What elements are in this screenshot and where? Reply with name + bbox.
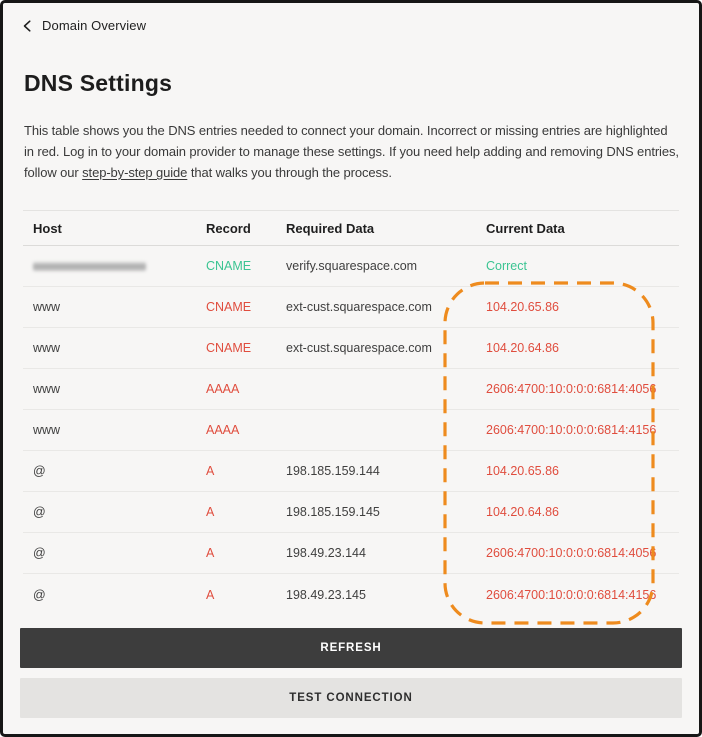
record-cell: CNAME <box>206 259 252 273</box>
record-cell: A <box>206 464 215 478</box>
required-data-cell: 198.49.23.145 <box>286 587 366 602</box>
table-row <box>23 369 679 410</box>
record-cell: CNAME <box>206 300 252 314</box>
step-by-step-guide-link[interactable]: step-by-step guide <box>82 165 188 180</box>
dns-records-table <box>23 210 679 615</box>
required-data-cell: 198.185.159.145 <box>286 505 380 519</box>
required-data-cell: ext-cust.squarespace.com <box>286 341 432 355</box>
host-cell: www <box>33 382 61 396</box>
current-data-cell: 2606:4700:10:0:0:0:6814:4156 <box>486 423 657 437</box>
required-data-cell: ext-cust.squarespace.com <box>286 300 432 314</box>
host-cell: @ <box>33 587 46 602</box>
host-cell: @ <box>33 546 46 560</box>
current-data-cell: 104.20.65.86 <box>486 464 559 478</box>
record-cell: AAAA <box>206 423 240 437</box>
current-data-cell: 104.20.64.86 <box>486 505 559 519</box>
table-row <box>23 574 679 615</box>
column-header-current-data: Current Data <box>486 220 565 236</box>
host-cell: www <box>33 300 61 314</box>
current-data-cell: Correct <box>486 259 527 273</box>
table-row <box>23 451 679 492</box>
column-header-record: Record <box>206 220 251 236</box>
current-data-cell: 2606:4700:10:0:0:0:6814:4056 <box>486 382 657 396</box>
host-cell: www <box>33 341 61 355</box>
table-row <box>23 287 679 328</box>
column-header-host: Host <box>33 220 62 236</box>
table-row <box>23 410 679 451</box>
record-cell: A <box>206 546 215 560</box>
back-label: Domain Overview <box>42 18 147 33</box>
chevron-left-icon <box>21 19 35 33</box>
test-connection-button[interactable]: TEST CONNECTION <box>20 678 682 718</box>
table-row <box>23 328 679 369</box>
current-data-cell: 104.20.64.86 <box>486 341 559 355</box>
table-header-row <box>23 210 679 246</box>
required-data-cell: verify.squarespace.com <box>286 259 418 273</box>
host-cell <box>33 262 206 271</box>
current-data-cell: 2606:4700:10:0:0:0:6814:4156 <box>486 587 657 602</box>
record-cell: A <box>206 587 215 602</box>
intro-text-before-link: This table shows you the DNS entries needed to connect your domain. Incorrect or missing entries are highlighted in red. Log in to your domain provider to manage these settings. If you need help adding and removing DNS entries, follow our <box>24 123 679 180</box>
record-cell: CNAME <box>206 341 252 355</box>
required-data-cell: 198.185.159.144 <box>286 464 380 478</box>
back-to-domain-overview-button[interactable] <box>21 18 146 33</box>
host-cell: www <box>33 423 61 437</box>
current-data-cell: 104.20.65.86 <box>486 300 559 314</box>
record-cell: A <box>206 505 215 519</box>
record-cell: AAAA <box>206 382 240 396</box>
host-cell: @ <box>33 505 46 519</box>
redacted-host-value <box>33 262 146 271</box>
current-data-cell: 2606:4700:10:0:0:0:6814:4056 <box>486 546 657 560</box>
intro-text-after-link: that walks you through the process. <box>187 165 392 180</box>
page-title: DNS Settings <box>24 70 173 96</box>
column-header-required-data: Required Data <box>286 220 375 236</box>
refresh-button[interactable]: REFRESH <box>20 628 682 668</box>
required-data-cell: 198.49.23.144 <box>286 546 366 560</box>
table-row <box>23 492 679 533</box>
top-bar <box>3 3 699 33</box>
intro-text <box>24 120 679 183</box>
host-cell: @ <box>33 464 46 478</box>
table-row <box>23 246 679 287</box>
table-row <box>23 533 679 574</box>
